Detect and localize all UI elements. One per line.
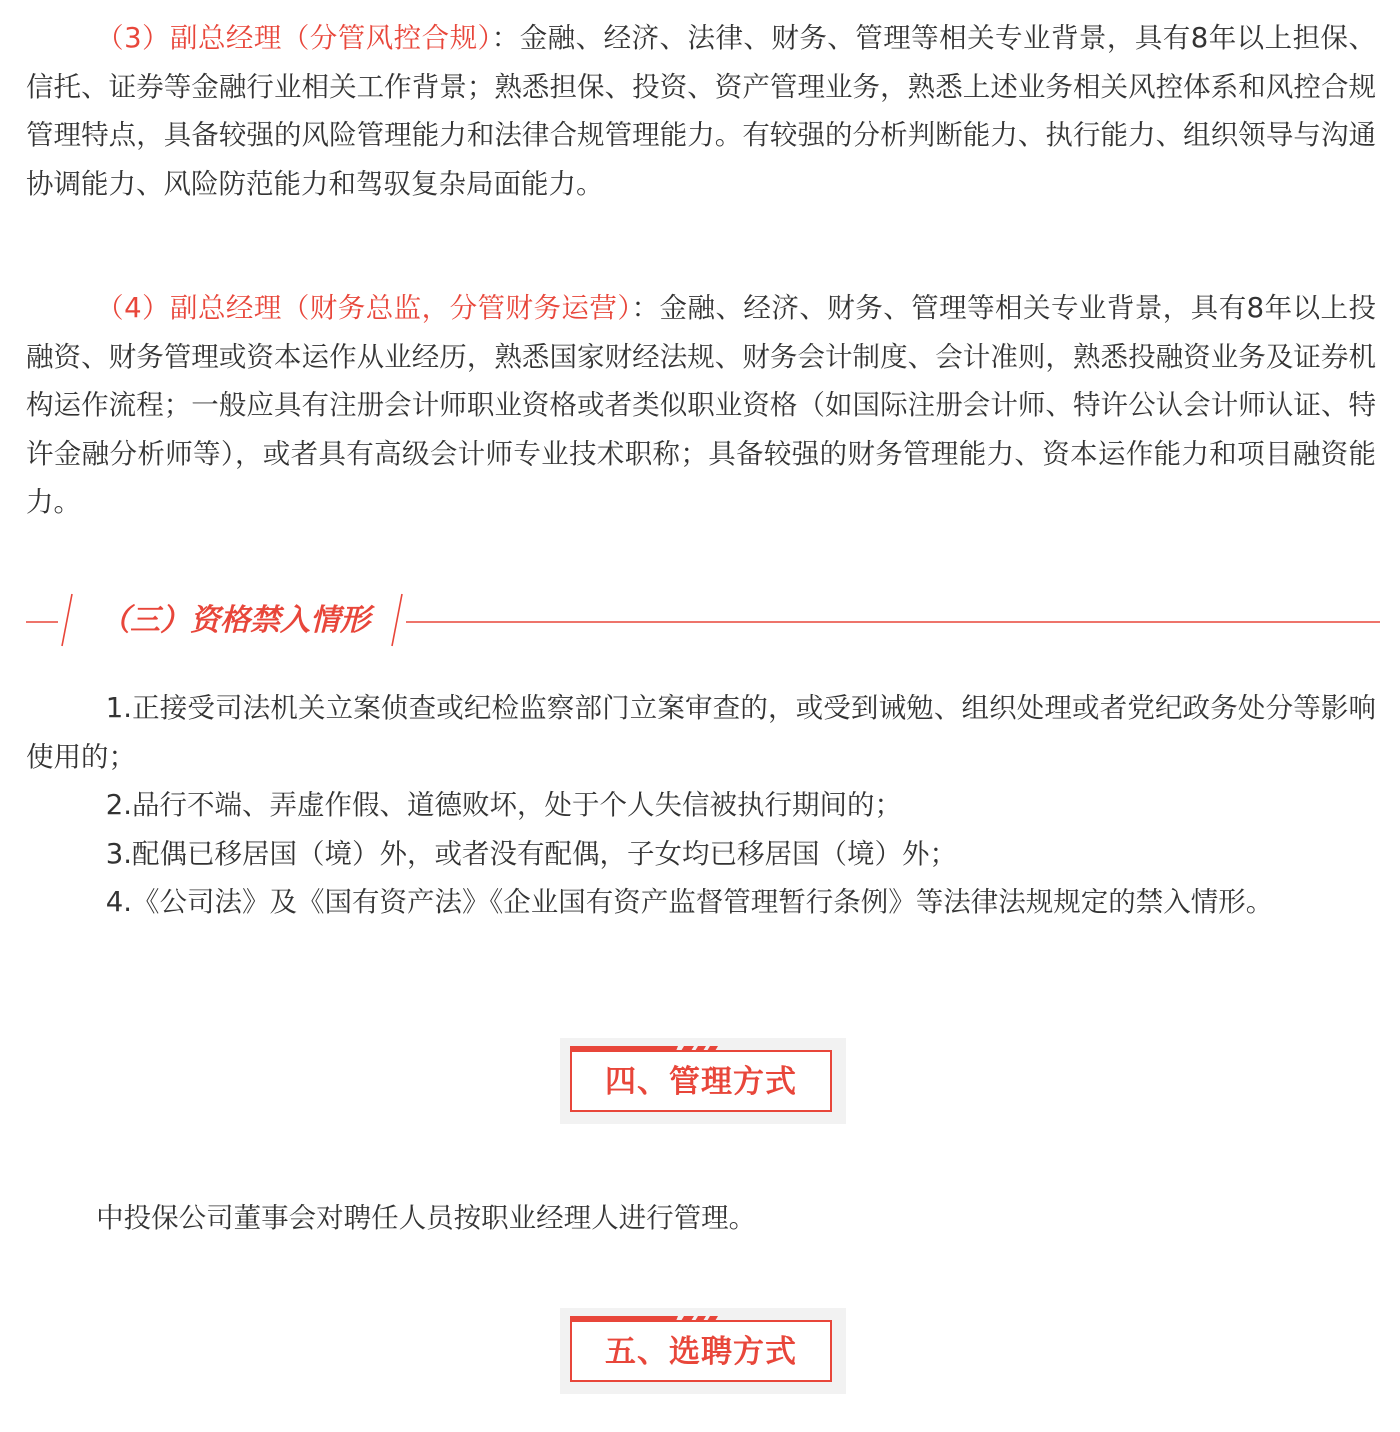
management-method-text: 中投保公司董事会对聘任人员按职业经理人进行管理。: [96, 1202, 757, 1234]
qualification-paragraph-4: [26, 284, 1376, 527]
section-4-frame: [570, 1050, 832, 1112]
position-title-4: （4）副总经理（财务总监，分管财务运营）: [96, 292, 632, 324]
section-5-heading: [560, 1308, 846, 1394]
section-4-heading: [560, 1038, 846, 1124]
list-item: 3.配偶已移居国（境）外，或者没有配偶，子女均已移居国（境）外；: [105, 837, 957, 870]
position-requirements-4: ：金融、经济、财务、管理等相关专业背景，具有8年以上投融资、财务管理或资本运作从业经历，熟悉国家财经法规、财务会计制度、会计准则，熟悉投融资业务及证券机构运作流程；一般应具有注册会计师职业资格或者类似职业资格（如国际注册会计师、特许公认会计师认证、特许金融分析师等），或者具有高级会计师专业技术职称；具备较强的财务管理能力、资本运作能力和项目融资能力。: [26, 292, 1376, 518]
section-3-heading: [0, 588, 1400, 652]
section-5-frame: [570, 1320, 832, 1382]
qualification-paragraph-3: [26, 14, 1376, 208]
section-5-title: 五、选聘方式: [605, 1334, 797, 1370]
list-item: 1.正接受司法机关立案侦查或纪检监察部门立案审查的，或受到诫勉、组织处理或者党纪政务处分等影响使用的；: [26, 692, 1376, 773]
section-4-title: 四、管理方式: [605, 1064, 797, 1100]
position-title-3: （3）副总经理（分管风控合规）: [96, 22, 492, 54]
section-3-title: （三）资格禁入情形: [100, 603, 370, 638]
position-requirements-3: ：金融、经济、法律、财务、管理等相关专业背景，具有8年以上担保、信托、证券等金融行业相关工作背景；熟悉担保、投资、资产管理业务，熟悉上述业务相关风控体系和风控合规管理特点，具备较强的风险管理能力和法律合规管理能力。有较强的分析判断能力、执行能力、组织领导与沟通协调能力、风险防范能力和驾驭复杂局面能力。: [26, 22, 1376, 200]
list-item: 2.品行不端、弄虚作假、道德败坏，处于个人失信被执行期间的；: [105, 789, 902, 821]
list-item: 4.《公司法》及《国有资产法》《企业国有资产监督管理暂行条例》等法律法规规定的禁入情形。: [105, 886, 1274, 918]
disqualification-list: [26, 684, 1376, 927]
